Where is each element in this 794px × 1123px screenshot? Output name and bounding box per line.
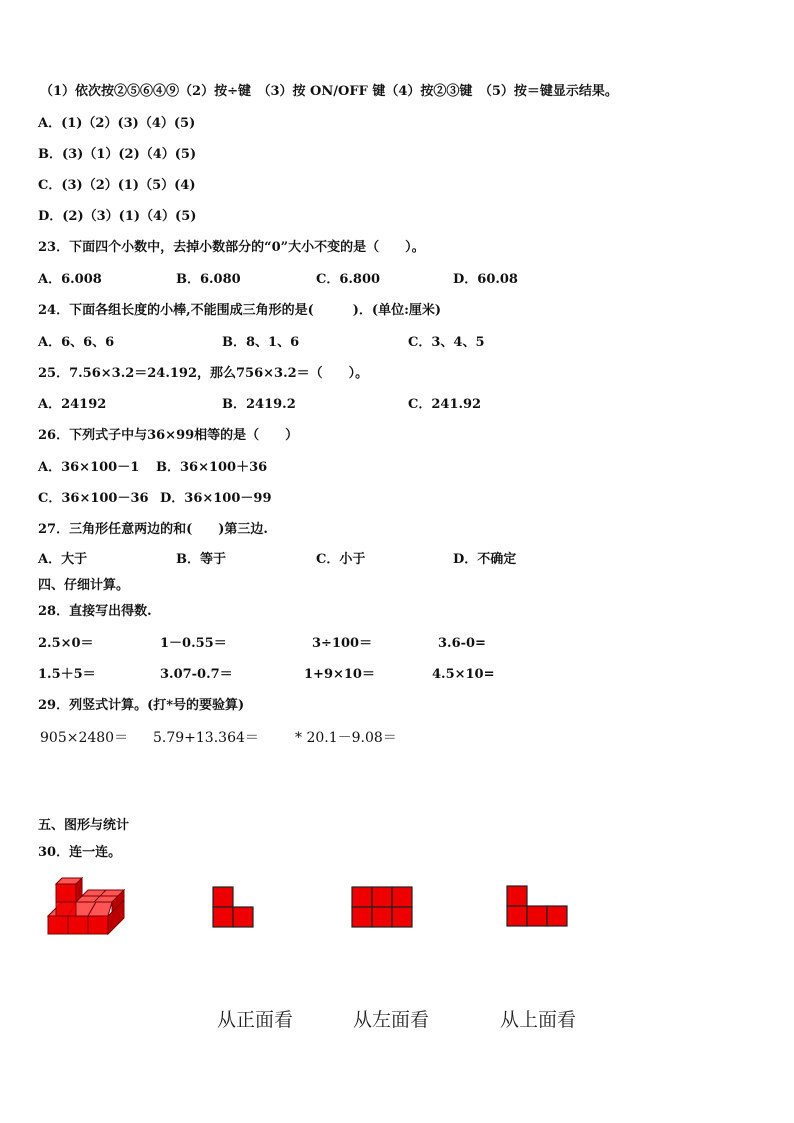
q29-stem: 29．列竖式计算。(打*号的要验算) [38,698,245,713]
q22-option-d: D．(2)（3）(1)（4）(5) [38,209,197,224]
label-front-view: 从正面看 [217,1009,294,1031]
q28-expr-1: 2.5×0＝ [38,636,94,651]
q26-option-c: C．36×100－36 [38,491,149,506]
q24-option-b: B．8、1、6 [222,335,300,350]
q27-option-c: C．小于 [316,552,366,567]
q26-stem: 26．下列式子中与36×99相等的是（ ） [38,428,299,443]
q23-option-a: A．6.008 [38,272,102,287]
q25-option-c: C．241.92 [408,397,482,412]
view-shape-l-small [212,886,256,930]
q26-option-a: A．36×100－1 [38,460,140,475]
q30-stem: 30．连一连。 [38,845,122,860]
label-top-view: 从上面看 [500,1009,577,1031]
q24-stem: 24．下面各组长度的小棒,不能围成三角形的是( )．(单位:厘米) [38,303,442,318]
q22-option-a: A．(1)（2）(3)（4）(5) [38,116,196,131]
q25-option-a: A．24192 [38,397,107,412]
q29-expr-2: 5.79+13.364＝ [153,730,259,746]
q25-option-b: B．2419.2 [222,397,296,412]
q23-option-c: C．6.800 [316,272,381,287]
q26-option-b: B．36×100＋36 [156,460,268,475]
q29-expr-3: * 20.1－9.08＝ [295,730,397,746]
q28-expr-3: 3÷100＝ [312,636,373,651]
label-left-view: 从左面看 [353,1009,430,1031]
q27-option-a: A．大于 [38,552,88,567]
q24-option-c: C．3、4、5 [408,335,485,350]
q28-expr-7: 1+9×10＝ [304,667,375,682]
q28-expr-8: 4.5×10= [432,667,495,682]
q28-stem: 28．直接写出得数. [38,604,152,619]
q27-option-d: D．不确定 [453,552,517,567]
section-4-heading: 四、仔细计算。 [38,578,130,593]
q23-option-d: D．60.08 [453,272,518,287]
q28-expr-5: 1.5＋5＝ [38,667,96,682]
section-5-heading: 五、图形与统计 [38,818,130,833]
q27-option-b: B．等于 [176,552,226,567]
q24-option-a: A．6、6、6 [38,335,115,350]
q22-option-b: B．(3)（1）(2)（4）(5) [38,147,197,162]
view-shape-grid [351,886,413,930]
view-shape-l-long [506,885,570,929]
q22-steps: （1）依次按②⑤⑥④⑨（2）按÷键 （3）按 ON/OFF 键（4）按②③键 （5）按＝键显示结果。 [40,84,618,99]
q29-expr-1: 905×2480＝ [40,730,129,746]
q25-stem: 25．7.56×3.2＝24.192，那么756×3.2＝（ ）。 [38,366,369,381]
q23-option-b: B．6.080 [176,272,241,287]
q26-option-d: D．36×100－99 [160,491,272,506]
q28-expr-4: 3.6-0= [438,636,486,651]
q22-option-c: C．(3)（2）(1)（5）(4) [38,178,196,193]
q28-expr-2: 1－0.55＝ [160,636,227,651]
q28-expr-6: 3.07-0.7＝ [160,667,233,682]
cube-stack-figure [46,876,128,936]
q23-stem: 23．下面四个小数中，去掉小数部分的“0”大小不变的是（ ）。 [38,240,425,255]
q27-stem: 27．三角形任意两边的和( )第三边. [38,522,268,537]
